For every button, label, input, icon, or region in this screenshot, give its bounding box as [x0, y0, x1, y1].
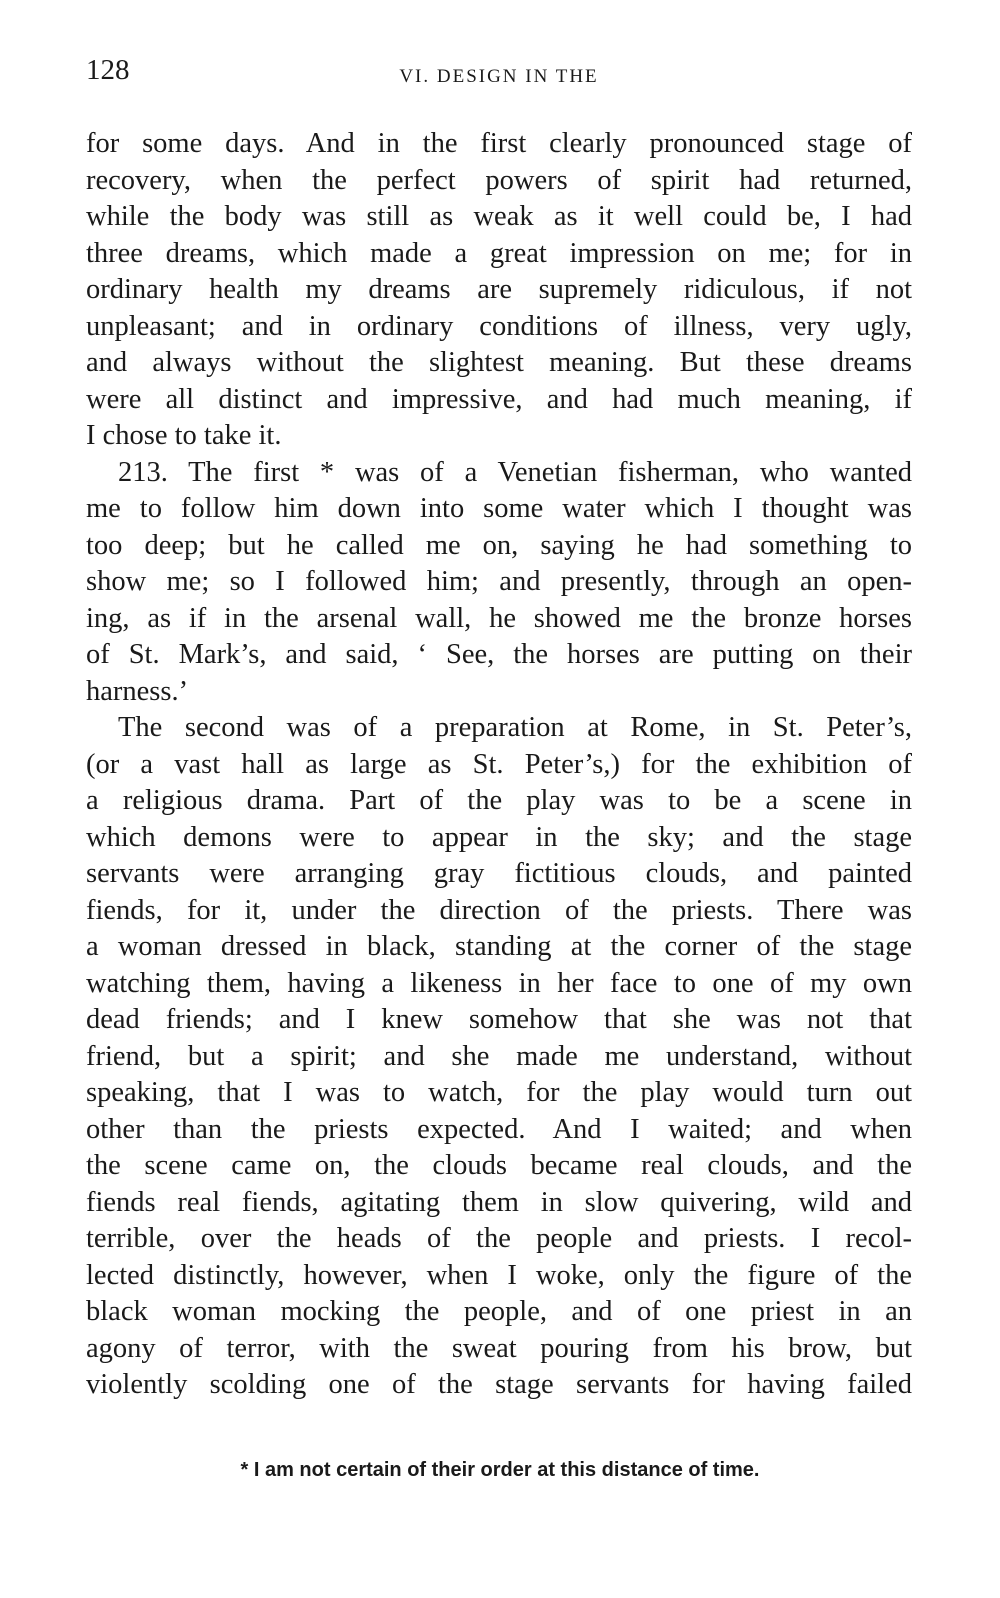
- paragraph-start-line: 213. The first * was of a Venetian fisherman, who wanted: [118, 456, 912, 488]
- text-line: fiends real fiends, agitating them in slow quivering, wild and: [86, 1186, 912, 1218]
- text-line: ordinary health my dreams are supremely ridiculous, if not: [86, 274, 912, 305]
- text-line: dead friends; and I knew somehow that she was not that: [86, 1004, 912, 1035]
- text-line: were all distinct and impressive, and had much meaning, if: [86, 383, 912, 415]
- text-line: too deep; but he called me on, saying he had something to: [86, 529, 912, 561]
- text-line: servants were arranging gray fictitious clouds, and painted: [86, 858, 912, 889]
- text-line: speaking, that I was to watch, for the play would turn out: [86, 1077, 912, 1108]
- text-line: other than the priests expected. And I waited; and when: [86, 1113, 912, 1145]
- text-line: (or a vast hall as large as St. Peter’s,) for the exhibition of: [86, 748, 912, 780]
- text-line: the scene came on, the clouds became real clouds, and the: [86, 1150, 912, 1181]
- page-number: 128: [86, 54, 130, 86]
- footnote: * I am not certain of their order at this distance of time.: [240, 1459, 760, 1481]
- text-line: recovery, when the perfect powers of spirit had returned,: [86, 164, 912, 196]
- text-line: while the body was still as weak as it well could be, I had: [86, 201, 912, 232]
- text-line: ing, as if in the arsenal wall, he showed me the bronze horses: [86, 602, 912, 634]
- text-line: black woman mocking the people, and of one priest in an: [86, 1296, 912, 1327]
- text-line: lected distinctly, however, when I woke, only the figure of the: [86, 1259, 912, 1291]
- text-line: terrible, over the heads of the people and priests. I recol-: [86, 1223, 912, 1254]
- paragraph-start-line: The second was of a preparation at Rome, in St. Peter’s,: [118, 712, 912, 743]
- running-head: VI. DESIGN IN THE: [399, 66, 599, 87]
- text-line: harness.’: [86, 675, 189, 707]
- text-line: fiends, for it, under the direction of the priests. There was: [86, 894, 912, 926]
- text-line: and always without the slightest meaning. But these dreams: [86, 347, 912, 378]
- text-line: I chose to take it.: [86, 420, 282, 451]
- text-line: me to follow him down into some water which I thought was: [86, 493, 912, 524]
- text-line: friend, but a spirit; and she made me understand, without: [86, 1040, 912, 1072]
- text-line: a religious drama. Part of the play was to be a scene in: [86, 785, 912, 816]
- text-line: watching them, having a likeness in her face to one of my own: [86, 967, 912, 999]
- page-header: [86, 54, 912, 94]
- text-line: for some days. And in the first clearly pronounced stage of: [86, 128, 912, 159]
- text-line: agony of terror, with the sweat pouring from his brow, but: [86, 1332, 912, 1364]
- text-line: a woman dressed in black, standing at the corner of the stage: [86, 931, 912, 962]
- text-line: unpleasant; and in ordinary conditions of illness, very ugly,: [86, 310, 912, 342]
- text-line: violently scolding one of the stage servants for having failed: [86, 1369, 912, 1400]
- text-line: which demons were to appear in the sky; and the stage: [86, 821, 912, 853]
- text-line: show me; so I followed him; and presently, through an open-: [86, 566, 912, 597]
- text-line: three dreams, which made a great impression on me; for in: [86, 237, 912, 269]
- text-line: of St. Mark’s, and said, ‘ See, the horses are putting on their: [86, 639, 912, 670]
- body-text: [86, 126, 912, 1404]
